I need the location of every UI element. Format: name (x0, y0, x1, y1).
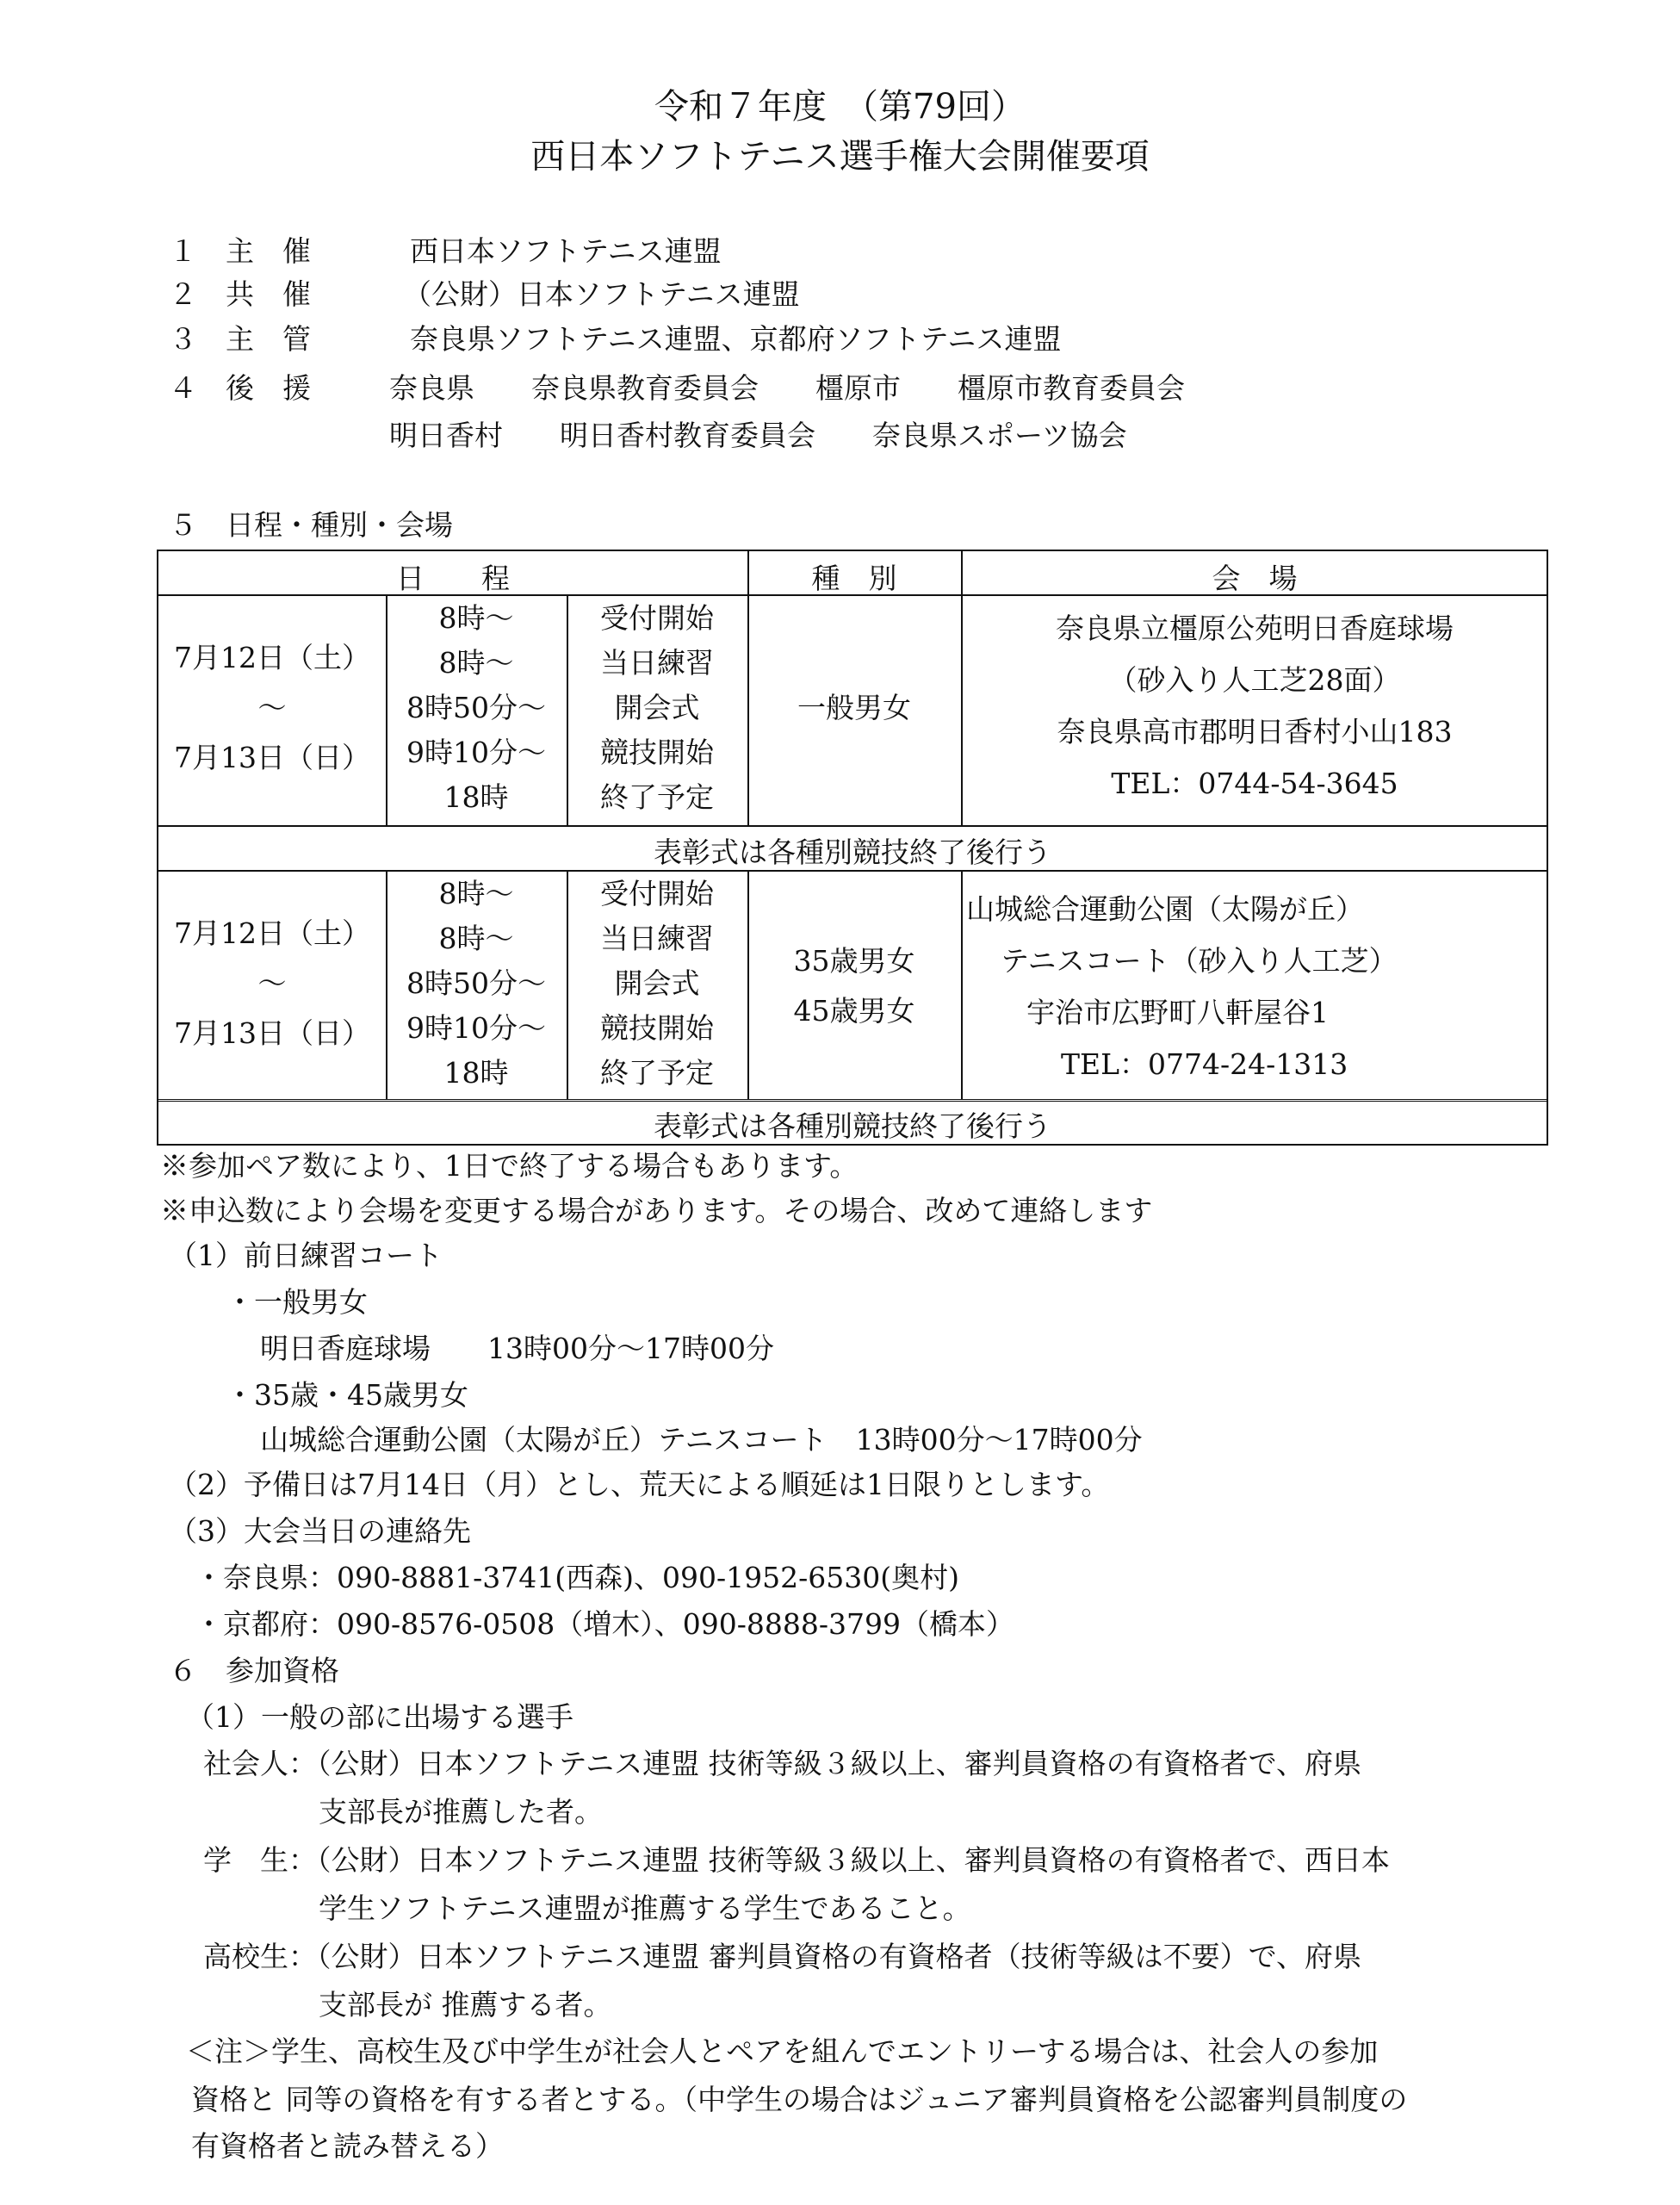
time: 9時10分～ (406, 1011, 546, 1045)
venue-courts: テニスコート（砂入り人工芝） (1001, 944, 1398, 978)
event: 終了予定 (600, 1056, 714, 1090)
reserve-day-note: （2）予備日は7月14日（月）とし、荒天による順延は1日限りとします。 (169, 1468, 1110, 1501)
award-ceremony-note: 表彰式は各種別競技終了後行う (654, 835, 1051, 869)
contact-heading: （3）大会当日の連絡先 (169, 1514, 471, 1548)
eligibility-note-cont: 有資格者と読み替える） (191, 2129, 504, 2163)
section-label: 共 催 (226, 277, 311, 311)
category: 45歳男女 (793, 994, 915, 1028)
title-line-1: 令和７年度 （第79回） (654, 87, 1026, 127)
eligibility-worker: 社会人：（公財）日本ソフトテニス連盟 技術等級３級以上、審判員資格の有資格者で、府県 (203, 1747, 1362, 1780)
practice-heading: （1）前日練習コート (169, 1239, 443, 1272)
date-tilde: ～ (257, 966, 287, 1000)
date-end: 7月13日（日） (174, 1016, 370, 1050)
header-schedule: 日 程 (396, 562, 510, 595)
section-number: ３ (169, 322, 197, 356)
section-label: 主 催 (226, 234, 311, 268)
eligibility-highschool: 高校生：（公財）日本ソフトテニス連盟 審判員資格の有資格者（技術等級は不要）で、府県 (203, 1940, 1362, 1973)
event: 終了予定 (600, 780, 714, 814)
category: 35歳男女 (793, 944, 915, 978)
title-line-2: 西日本ソフトテニス選手権大会開催要項 (530, 137, 1150, 177)
time: 8時50分～ (406, 966, 546, 1000)
event: 競技開始 (600, 1011, 714, 1045)
note: ※参加ペア数により、1日で終了する場合もあります。 (160, 1149, 859, 1183)
eligibility-student: 学 生：（公財）日本ソフトテニス連盟 技術等級３級以上、審判員資格の有資格者で、西日本 (203, 1843, 1391, 1877)
section-5-heading: ５ 日程・種別・会場 (169, 508, 453, 542)
event: 開会式 (614, 691, 700, 724)
time: 8時～ (438, 646, 514, 680)
contact-nara: ・奈良県：090-8881-3741(西森)、090-1952-6530(奥村) (195, 1561, 960, 1594)
event: 当日練習 (600, 922, 714, 955)
eligibility-student-cont: 学生ソフトテニス連盟が推薦する学生であること。 (319, 1891, 971, 1925)
time: 9時10分～ (406, 736, 546, 769)
venue-address: 奈良県高市郡明日香村小山183 (1057, 715, 1453, 748)
schedule-table (157, 550, 1548, 1146)
event: 当日練習 (600, 646, 714, 680)
eligibility-note: ＜注＞学生、高校生及び中学生が社会人とペアを組んでエントリーする場合は、社会人の参加 (186, 2034, 1379, 2068)
event: 開会式 (614, 966, 700, 1000)
award-ceremony-note: 表彰式は各種別競技終了後行う (654, 1109, 1051, 1143)
practice-senior-detail: 山城総合運動公園（太陽が丘）テニスコート 13時00分～17時00分 (260, 1423, 1143, 1457)
eligibility-highschool-cont: 支部長が 推薦する者。 (319, 1988, 612, 2022)
date-tilde: ～ (257, 691, 287, 724)
venue-name: 奈良県立橿原公苑明日香庭球場 (1056, 612, 1454, 645)
section-label: 後 援 (226, 371, 311, 405)
time: 8時50分～ (406, 691, 546, 724)
time: 8時～ (438, 922, 514, 955)
date-end: 7月13日（日） (174, 741, 370, 774)
venue-tel: TEL：0744-54-3645 (1111, 767, 1398, 800)
time: 8時～ (438, 877, 514, 910)
header-category: 種 別 (811, 562, 897, 595)
contact-kyoto: ・京都府：090-8576-0508（増木）、090-8888-3799（橋本） (195, 1607, 1015, 1641)
event: 競技開始 (600, 736, 714, 769)
section-value: 西日本ソフトテニス連盟 (410, 234, 722, 268)
category: 一般男女 (797, 691, 911, 724)
time: 18時 (443, 1056, 509, 1090)
time: 8時～ (438, 601, 514, 635)
event: 受付開始 (600, 877, 714, 910)
practice-senior-label: ・35歳・45歳男女 (226, 1378, 468, 1412)
venue-courts: （砂入り人工芝28面） (1108, 663, 1401, 697)
practice-general-detail: 明日香庭球場 13時00分～17時00分 (260, 1332, 774, 1365)
section-value: 奈良県ソフトテニス連盟、京都府ソフトテニス連盟 (410, 322, 1062, 356)
section-value-line-2: 明日香村 明日香村教育委員会 奈良県スポーツ協会 (389, 419, 1127, 452)
venue-address: 宇治市広野町八軒屋谷1 (1026, 996, 1329, 1029)
eligibility-worker-cont: 支部長が推薦した者。 (319, 1795, 603, 1829)
section-number: ２ (169, 277, 197, 311)
venue-tel: TEL：0774-24-1313 (1061, 1047, 1348, 1081)
practice-general-label: ・一般男女 (226, 1285, 368, 1319)
section-value-line-1: 奈良県 奈良県教育委員会 橿原市 橿原市教育委員会 (389, 371, 1185, 405)
venue-name: 山城総合運動公園（太陽が丘） (966, 892, 1364, 926)
event: 受付開始 (600, 601, 714, 635)
time: 18時 (443, 780, 509, 814)
eligibility-sub-heading: （1）一般の部に出場する選手 (186, 1700, 573, 1734)
date-start: 7月12日（土） (174, 641, 370, 674)
date-start: 7月12日（土） (174, 916, 370, 950)
eligibility-note-cont: 資格と 同等の資格を有する者とする。（中学生の場合はジュニア審判員資格を公認審判員制度の (191, 2083, 1408, 2116)
header-venue: 会 場 (1212, 562, 1298, 595)
section-value: （公財）日本ソフトテニス連盟 (403, 277, 800, 311)
section-number: ４ (169, 371, 197, 405)
section-number: １ (169, 234, 197, 268)
section-label: 主 管 (226, 322, 311, 356)
note: ※申込数により会場を変更する場合があります。その場合、改めて連絡します (160, 1194, 1153, 1227)
section-6-heading: ６ 参加資格 (169, 1654, 339, 1687)
